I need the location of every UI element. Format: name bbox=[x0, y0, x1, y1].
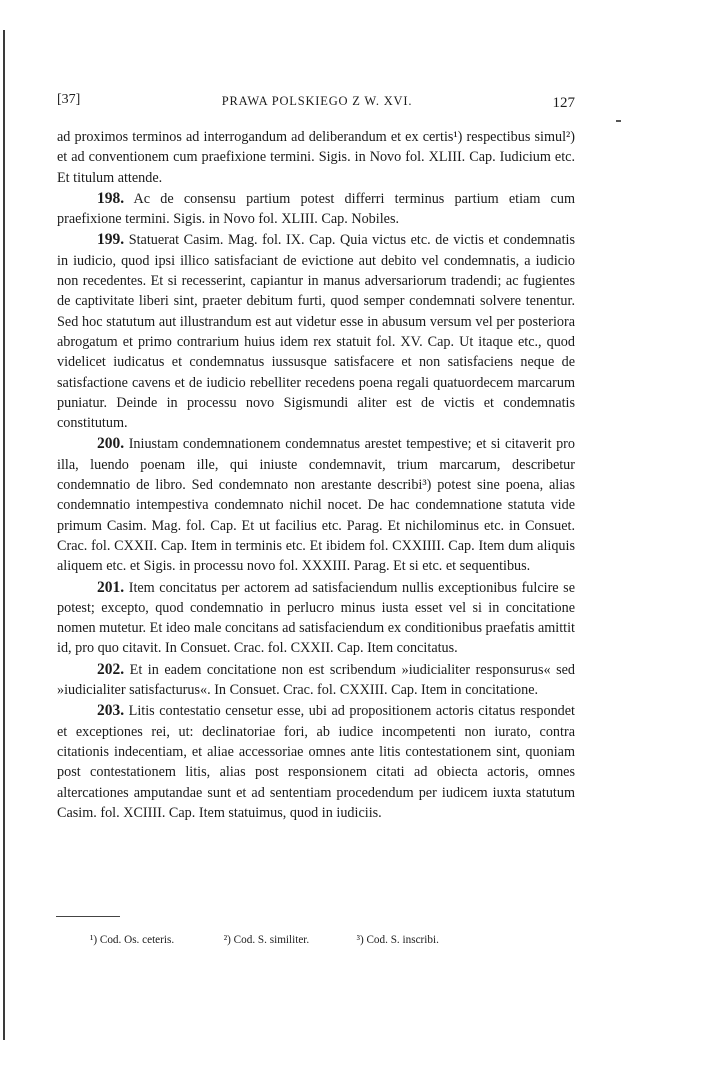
paragraph-198 bbox=[57, 189, 575, 230]
footnote-separator bbox=[56, 916, 120, 917]
paragraph-number: 199. bbox=[97, 231, 125, 249]
footnotes bbox=[90, 934, 439, 946]
running-title: PRAWA POLSKIEGO Z W. XVI. bbox=[221, 94, 413, 108]
body-text bbox=[57, 127, 575, 823]
paragraph-text: Ac de consensu partium potest differri terminus partium etiam cum praefixione termini. Sigis. in Novo fol. XLIII. Cap. Nobiles. bbox=[57, 190, 575, 228]
page-spine-edge bbox=[3, 30, 5, 1040]
page-number: 127 bbox=[552, 95, 575, 111]
paragraph-continuation bbox=[57, 127, 575, 188]
paragraph-number: 202. bbox=[97, 660, 125, 678]
running-header bbox=[57, 92, 577, 112]
paragraph-200 bbox=[57, 434, 575, 576]
footnote-2: ²) Cod. S. similiter. bbox=[223, 934, 310, 946]
paragraph-text: Litis contestatio censetur esse, ubi ad propositionem actoris citatus respondet et exceptiones rei, ut: declinatoriae fori, ab iudice incompetenti non iurato, contra citationis indecentiam, et aliae accessoriae omnes ante litis contestationem sint, quoniam post contestationem litis, alias post responsionem citati ad obiecta actoris, omnes altercationes amputandae sunt et ad sententiam procedendum per iudicem iuxta statutum Casim. fol. XCIIII. Cap. Item statuimus, quod in iudiciis. bbox=[57, 703, 575, 821]
paragraph-203 bbox=[57, 701, 575, 823]
paragraph-text: Iniustam condemnationem condemnatus arestet tempestive; et si citaverit pro illa, luendo poenam ille, qui iniuste condemnavit, trium marcarum, describetur condemnatio de libro. Sed condemnato non arestante describi³) potest sine poena, alias condemnatio intempestiva condemnato nichil nocet. De hac condemnatione statuta vide primum Casim. Mag. fol. Cap. Et ut facilius etc. Parag. Et nichilominus etc. in Consuet. Crac. fol. CXXII. Cap. Item in terminis etc. Et ibidem fol. CXXIIII. Cap. Item dum aliquis aliquem etc. et Sigis. in processu novo fol. XXXIII. Parag. Et si etc. et sequentibus. bbox=[57, 436, 575, 575]
paragraph-text: ad proximos terminos ad interrogandum ad deliberandum et ex certis¹) respectibus simul²) et ad conventionem cum praefixione termini. Sigis. in Novo fol. XLIII. Cap. Iudicium etc. Et titulum attende. bbox=[57, 129, 575, 186]
paragraph-text: Item concitatus per actorem ad satisfaciendum nullis exceptionibus fulcire se potest; excepto, quod condemnatio in perlucro minus iusta esset vel si in concitatione nomen mutetur. Et ideo male concitans ad satisfaciendum ex conditionibus praefatis amittit id, pro quo citavit. In Consuet. Crac. fol. CXXII. Cap. Item concitatus. bbox=[57, 579, 576, 657]
footnote-3: ³) Cod. S. inscribi. bbox=[356, 934, 439, 946]
paragraph-number: 203. bbox=[97, 702, 125, 720]
paragraph-number: 201. bbox=[97, 578, 125, 596]
paragraph-201 bbox=[57, 578, 575, 659]
margin-mark bbox=[616, 120, 621, 122]
paragraph-text: Statuerat Casim. Mag. fol. IX. Cap. Quia victus etc. de victis et condemnatis in iudicio, quod ipsi illico satisfaciant de evictione aut debito vel condemnatis, a iudicio non recedentes. Et si recesserint, capiantur in manus adversariorum tradendi; ac fugientes de captivitate liberi sint, praeter debitum furti, quod semper condemnati solvere tenentur. Sed hoc statutum aut illustrandum est aut videtur esse in abusum versum vel per posteriora abrogatum et primo contrarium huius idem rex statuit fol. XV. Cap. Ut itaque etc., quod videlicet iudicatus et condemnatus iussusque satisfacere et non satisfaciens neque de satisfactione cavens et de iudicio rebelliter recedens poena regali quatuordecem marcarum puniatur. Deinde in processu novo Sigismundi aliter est de victis et condemnatis constitutum. bbox=[57, 232, 575, 432]
signature-mark: [37] bbox=[57, 92, 81, 107]
paragraph-199 bbox=[57, 230, 575, 433]
paragraph-text: Et in eadem concitatione non est scribendum »iudicialiter responsurus« sed »iudicialiter satisfacturus«. In Consuet. Crac. fol. CXXIII. Cap. Item in concitatione. bbox=[57, 661, 575, 699]
paragraph-number: 198. bbox=[97, 189, 125, 207]
paragraph-202 bbox=[57, 660, 575, 701]
footnote-1: ¹) Cod. Os. ceteris. bbox=[90, 934, 175, 946]
paragraph-number: 200. bbox=[97, 435, 125, 453]
